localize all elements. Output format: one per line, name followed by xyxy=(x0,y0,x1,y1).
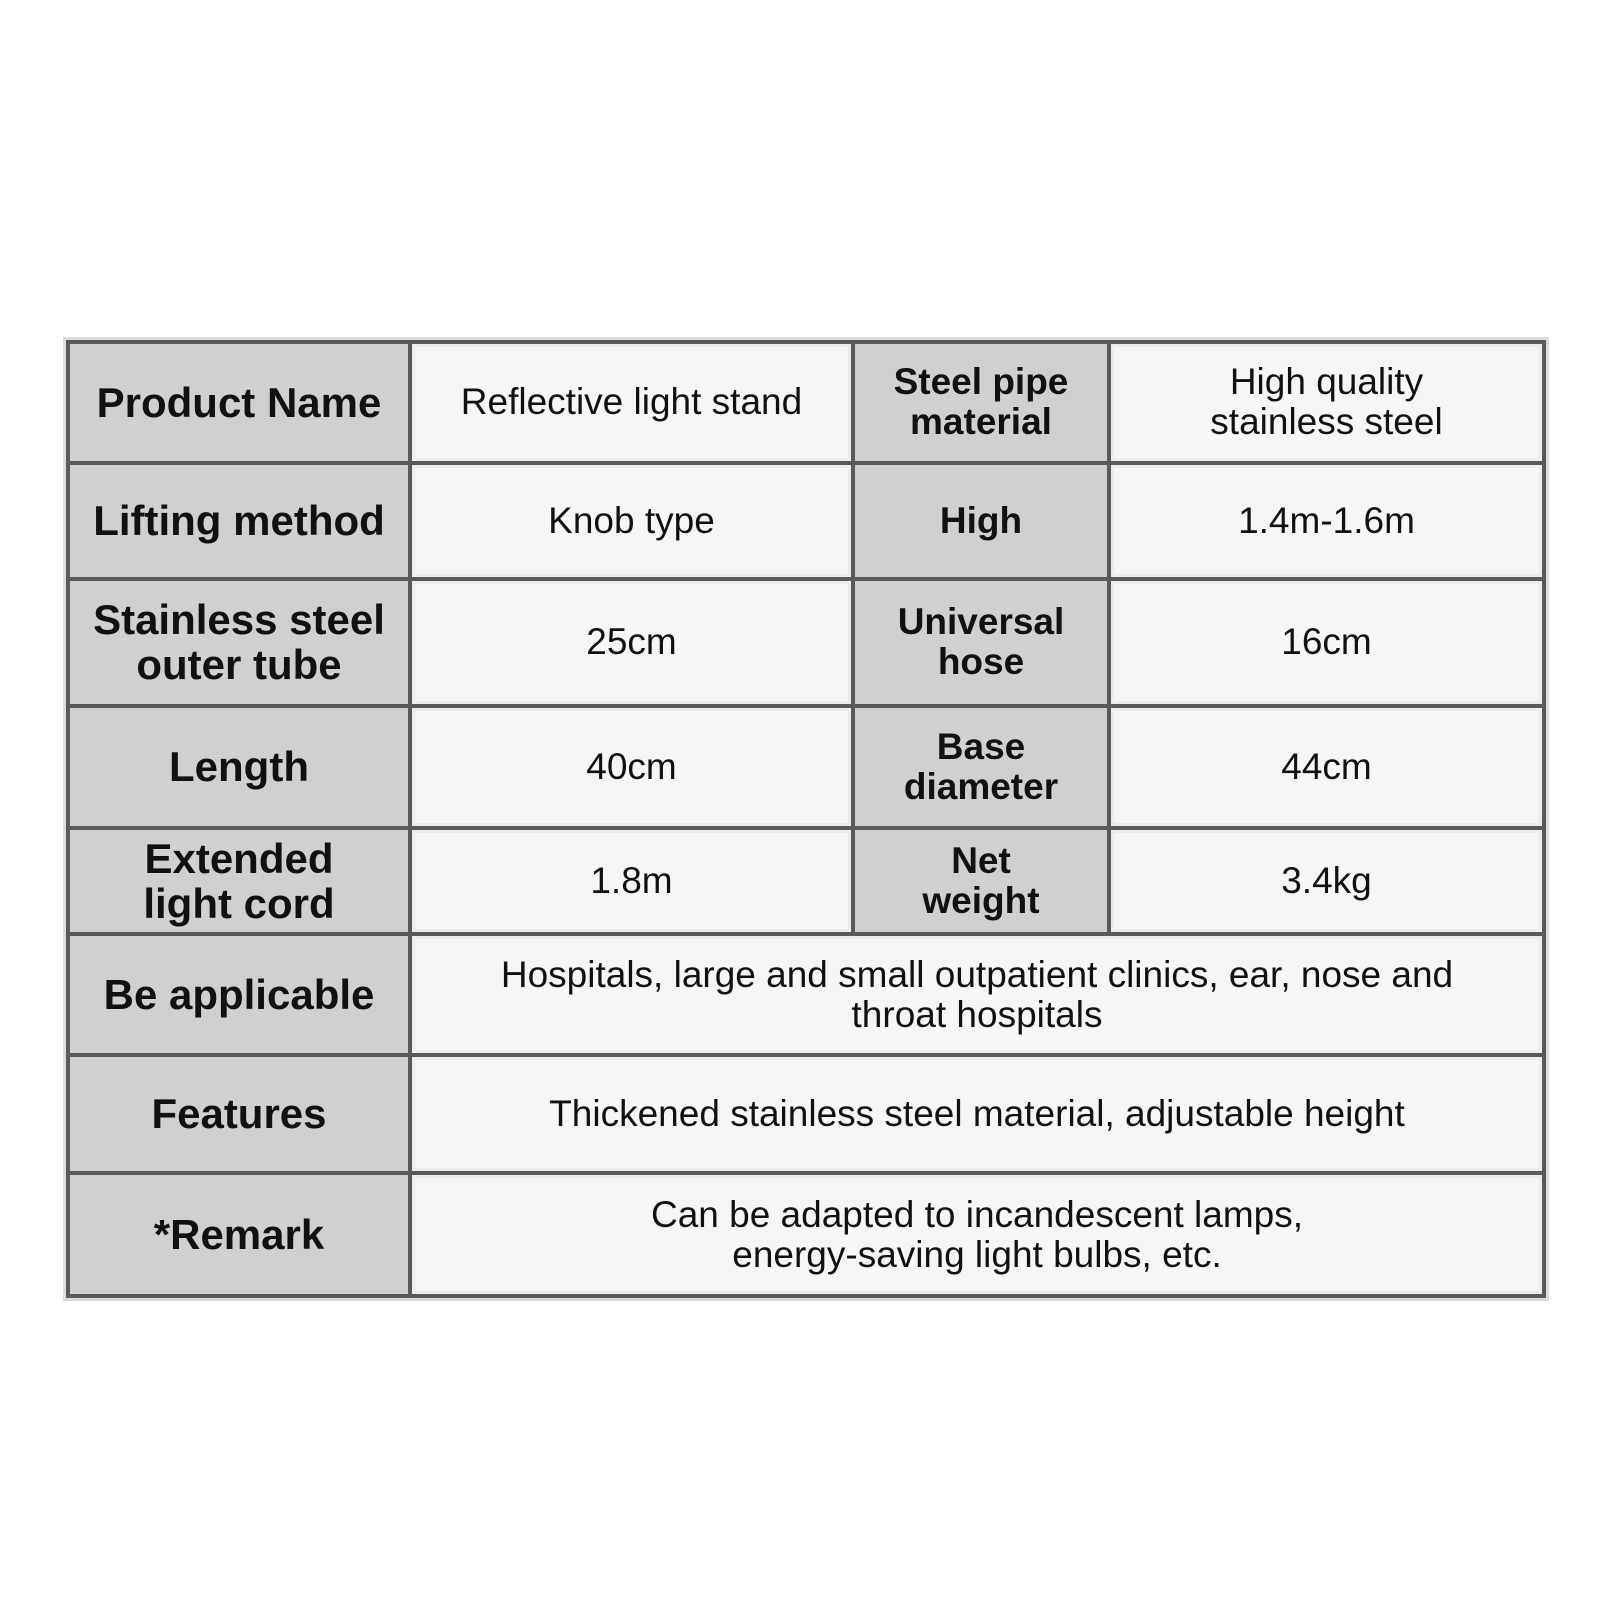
row-label-secondary: Net weight xyxy=(853,828,1109,934)
row-value-secondary: 3.4kg xyxy=(1109,828,1544,934)
row-label: Lifting method xyxy=(68,463,410,579)
table-row xyxy=(68,706,1544,829)
row-value: 25cm xyxy=(410,579,853,706)
row-label-secondary: High xyxy=(853,463,1109,579)
row-label-secondary: Steel pipe material xyxy=(853,342,1109,463)
row-value: Thickened stainless steel material, adjustable height xyxy=(410,1055,1544,1173)
row-value: Reflective light stand xyxy=(410,342,853,463)
table-row xyxy=(68,828,1544,934)
row-label: *Remark xyxy=(68,1173,410,1296)
table-row xyxy=(68,463,1544,579)
row-value: 1.8m xyxy=(410,828,853,934)
row-label: Features xyxy=(68,1055,410,1173)
row-label-secondary: Universal hose xyxy=(853,579,1109,706)
table-row xyxy=(68,934,1544,1055)
row-label-secondary: Base diameter xyxy=(853,706,1109,829)
row-value: Can be adapted to incandescent lamps, energy-saving light bulbs, etc. xyxy=(410,1173,1544,1296)
row-label: Length xyxy=(68,706,410,829)
row-label: Product Name xyxy=(68,342,410,463)
row-label: Extended light cord xyxy=(68,828,410,934)
row-value-secondary: High quality stainless steel xyxy=(1109,342,1544,463)
row-value-secondary: 44cm xyxy=(1109,706,1544,829)
table-row xyxy=(68,1173,1544,1296)
table-row xyxy=(68,579,1544,706)
row-value-secondary: 1.4m-1.6m xyxy=(1109,463,1544,579)
row-label: Stainless steel outer tube xyxy=(68,579,410,706)
spec-table xyxy=(66,340,1546,1298)
row-value: Hospitals, large and small outpatient clinics, ear, nose and throat hospitals xyxy=(410,934,1544,1055)
table-row xyxy=(68,1055,1544,1173)
row-label: Be applicable xyxy=(68,934,410,1055)
row-value: Knob type xyxy=(410,463,853,579)
row-value-secondary: 16cm xyxy=(1109,579,1544,706)
row-value: 40cm xyxy=(410,706,853,829)
table-row xyxy=(68,342,1544,463)
